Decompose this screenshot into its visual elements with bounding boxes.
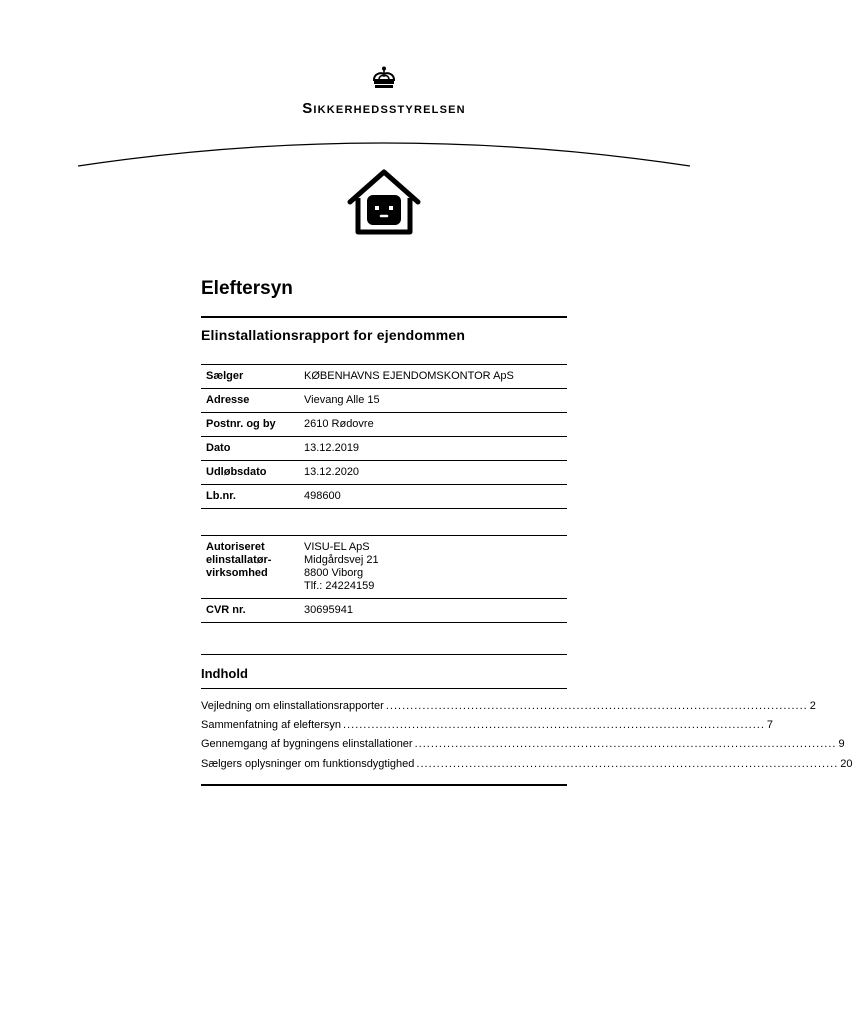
installer-table [201, 535, 567, 623]
toc-entry-title: Gennemgang af bygningens elinstallationer [201, 738, 413, 750]
table-row [201, 413, 567, 437]
toc-entry-page: 9 [838, 738, 845, 750]
crown-logo-icon [370, 66, 398, 92]
title-rule [201, 316, 567, 318]
row-value: 2610 Rødovre [299, 413, 567, 437]
toc-heading: Indhold [201, 666, 248, 681]
installer-value-line: Tlf.: 24224159 [304, 580, 375, 592]
installer-value-line: 8800 Viborg [304, 567, 364, 579]
toc-entry-title: Sælgers oplysninger om funktionsdygtighed [201, 758, 415, 770]
toc-entry-page: 2 [809, 700, 816, 712]
table-row [201, 485, 567, 509]
toc-entry[interactable] [201, 699, 816, 713]
table-row [201, 461, 567, 485]
row-value: 13.12.2020 [299, 461, 567, 485]
toc-entry[interactable] [201, 718, 773, 732]
installer-label [201, 536, 299, 599]
toc-leader: ........................................................................................................ [343, 719, 765, 731]
installer-label-line: Autoriseret [206, 541, 265, 553]
toc-leader: ........................................................................................................ [416, 758, 839, 770]
row-label: Sælger [201, 365, 299, 389]
installer-value [299, 536, 567, 599]
toc-top-rule [201, 654, 567, 655]
table-row [201, 389, 567, 413]
row-label: Postnr. og by [201, 413, 299, 437]
cvr-label: CVR nr. [201, 599, 299, 623]
installer-label-line: virksomhed [206, 567, 268, 579]
property-info-table [201, 364, 567, 509]
toc-entry-title: Vejledning om elinstallationsrapporter [201, 700, 384, 712]
organization-name: Sikkerhedsstyrelsen [302, 100, 466, 117]
table-row [201, 599, 567, 623]
installer-value-line: VISU-EL ApS [304, 541, 370, 553]
row-value: Vievang Alle 15 [299, 389, 567, 413]
table-row [201, 536, 567, 599]
toc-entry-title: Sammenfatning af eleftersyn [201, 719, 342, 731]
row-label: Adresse [201, 389, 299, 413]
house-electric-icon [346, 168, 422, 236]
property-info-table-wrap [201, 364, 567, 509]
row-label: Dato [201, 437, 299, 461]
row-label: Lb.nr. [201, 485, 299, 509]
toc-entry[interactable] [201, 757, 853, 771]
table-row [201, 437, 567, 461]
toc-bottom-rule [201, 784, 567, 786]
toc-entry[interactable] [201, 737, 845, 751]
row-label: Udløbsdato [201, 461, 299, 485]
installer-value-line: Midgårdsvej 21 [304, 554, 379, 566]
document-subtitle: Elinstallationsrapport for ejendommen [201, 327, 466, 343]
toc-heading-rule [201, 688, 567, 689]
toc-entry-page: 7 [766, 719, 773, 731]
row-value: KØBENHAVNS EJENDOMSKONTOR ApS [299, 365, 567, 389]
row-value: 13.12.2019 [299, 437, 567, 461]
cvr-value: 30695941 [299, 599, 567, 623]
row-value: 498600 [299, 485, 567, 509]
toc-entry-page: 20 [840, 758, 853, 770]
installer-table-wrap [201, 535, 567, 623]
table-row [201, 365, 567, 389]
toc-leader: ........................................................................................................ [385, 700, 808, 712]
document-title: Eleftersyn [201, 278, 293, 299]
installer-label-line: elinstallatør- [206, 554, 272, 566]
toc-leader: ........................................................................................................ [414, 738, 837, 750]
